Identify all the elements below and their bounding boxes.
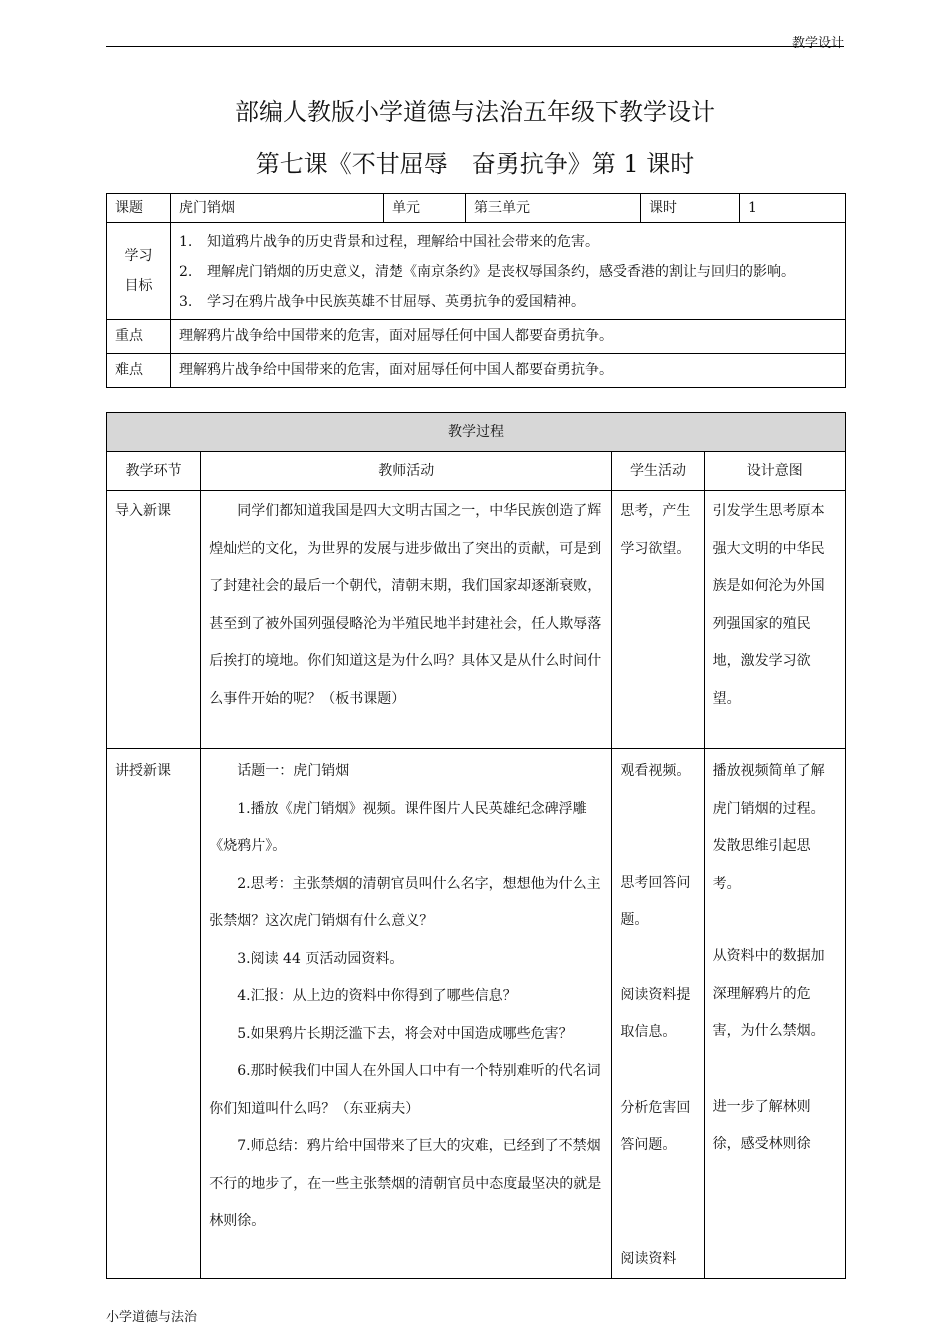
difficulty-label: 难点 [107,354,171,388]
unit-value: 第三单元 [466,194,641,223]
unit-label: 单元 [384,194,466,223]
column-header-stage: 教学环节 [107,452,201,491]
topic-row [107,194,846,223]
intro-stage: 导入新课 [107,491,201,749]
process-column-headers [107,452,846,491]
objective-item: 3. 学习在鸦片战争中民族英雄不甘屈辱、英勇抗争的爱国精神。 [179,294,585,310]
key-point-row [107,320,846,354]
difficulty-text: 理解鸦片战争给中国带来的危害，面对屈辱任何中国人都要奋勇抗争。 [171,354,846,388]
lesson-teacher-activity: 话题一：虎门销烟 1.播放《虎门销烟》视频。课件图片人民英雄纪念碑浮雕《烧鸦片》。 2.思考：主张禁烟的清朝官员叫什么名字，想想他为什么主张禁烟？这次虎门销烟有什么意义？ 3.阅读 44 页活动园资料。 4.汇报：从上边的资料中你得到了哪些信息？ 5.如果鸦片长期泛滥下去，将会对中国造成哪些危害？ 6.那时候我们中国人在外国人口中有一个特别难听的代名词你们知道叫什么吗？（东亚病夫） 7.师总结：鸦片给中国带来了巨大的灾难，已经到了不禁烟不行的地步了，在一些主张禁烟的清朝官员中态度最坚决的就是林则徐。 [201,749,612,1279]
lesson-section-row [107,749,846,1279]
column-header-teacher: 教师活动 [201,452,612,491]
lesson-stage: 讲授新课 [107,749,201,1279]
footer-label: 小学道德与法治 [106,1310,198,1325]
lesson-student-activity: 观看视频。 思考回答问题。 阅读资料提取信息。 分析危害回答问题。 阅读资料 [612,749,704,1279]
objective-item: 2. 理解虎门销烟的历史意义，清楚《南京条约》是丧权辱国条约，感受香港的割让与回归的影响。 [179,264,795,280]
lesson-info-table [106,193,846,388]
objectives-label: 学习目标 [107,223,171,320]
objectives-row [107,223,846,320]
lesson-title: 第七课《不甘屈辱 奋勇抗争》第 1 课时 [255,150,695,178]
document-title: 部编人教版小学道德与法治五年级下教学设计 [235,98,715,126]
difficulty-row [107,354,846,388]
intro-section-row [107,491,846,749]
objectives-list [171,223,846,320]
key-point-label: 重点 [107,320,171,354]
column-header-intent: 设计意图 [704,452,845,491]
header-label: 教学设计 [791,36,844,51]
topic-label: 课题 [107,194,171,223]
process-heading: 教学过程 [107,413,846,452]
topic-value: 虎门销烟 [171,194,384,223]
period-value: 1 [740,194,846,223]
intro-student-activity: 思考，产生学习欲望。 [612,491,704,749]
period-label: 课时 [641,194,740,223]
objective-item: 1. 知道鸦片战争的历史背景和过程，理解给中国社会带来的危害。 [179,234,599,250]
lesson-design-intent: 播放视频简单了解虎门销烟的过程。 发散思维引起思考。 从资料中的数据加深理解鸦片的危害，为什么禁烟。 进一步了解林则徐，感受林则徐 [704,749,845,1279]
column-header-student: 学生活动 [612,452,704,491]
header-rule [106,46,844,47]
teaching-process-table [106,412,846,1279]
intro-teacher-activity: 同学们都知道我国是四大文明古国之一，中华民族创造了辉煌灿烂的文化，为世界的发展与进步做出了突出的贡献，可是到了封建社会的最后一个朝代，清朝末期，我们国家却逐渐衰败，甚至到了被外国列强侵略沦为半殖民地半封建社会，任人欺辱落后挨打的境地。你们知道这是为什么吗？具体又是从什么时间什么事件开始的呢？（板书课题） [201,491,612,749]
key-point-text: 理解鸦片战争给中国带来的危害，面对屈辱任何中国人都要奋勇抗争。 [171,320,846,354]
intro-design-intent: 引发学生思考原本强大文明的中华民族是如何沦为外国列强国家的殖民地，激发学习欲望。 [704,491,845,749]
